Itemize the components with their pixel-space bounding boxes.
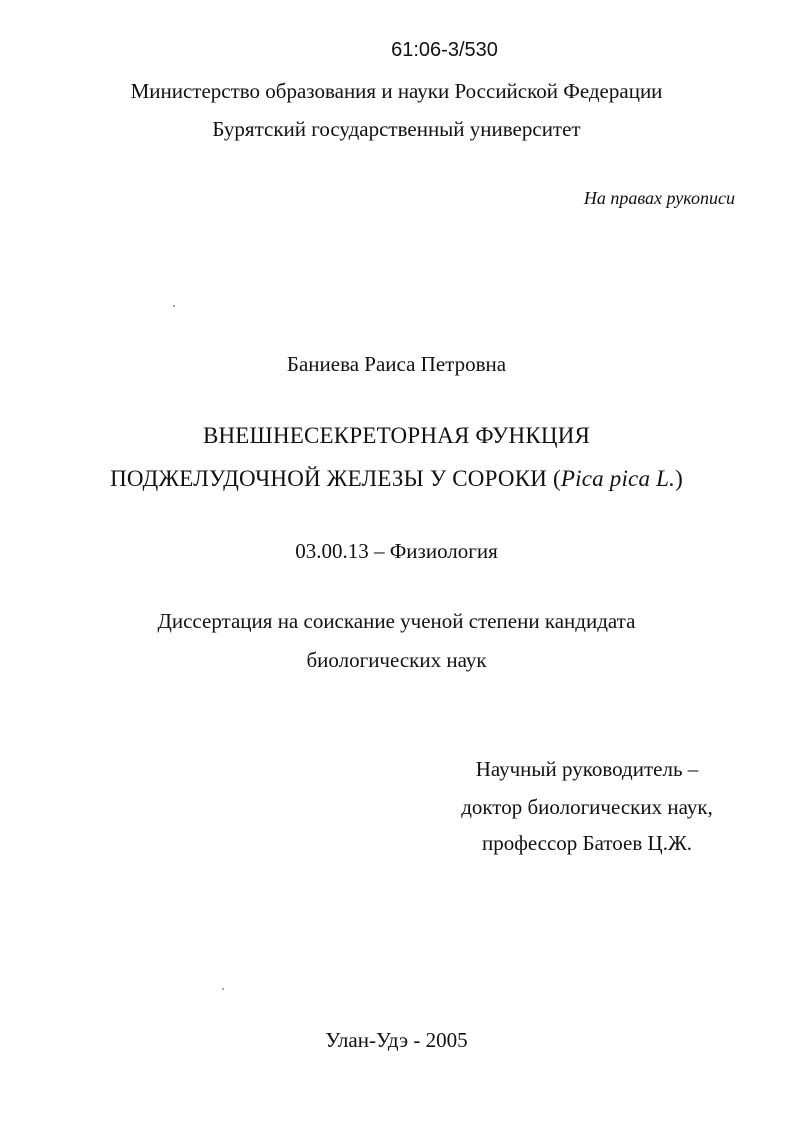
- supervisor-line3: профессор Батоев Ц.Ж.: [481, 831, 693, 855]
- supervisor-line1: Научный руководитель –: [475, 757, 699, 781]
- supervisor-line2: доктор биологических наук,: [461, 795, 713, 819]
- author-name: Баниева Раиса Петровна: [286, 352, 507, 376]
- specialty-code: 03.00.13 – Физиология: [295, 539, 498, 563]
- thesis-title-line2-suffix: ): [675, 466, 683, 491]
- archive-code: 61:06-3/530: [391, 39, 498, 61]
- ministry-name: Министерство образования и науки Российской Федерации: [130, 79, 663, 103]
- degree-line1: Диссертация на соискание ученой степени кандидата: [157, 609, 636, 633]
- species-latin-name: Pica pica L.: [560, 466, 676, 491]
- university-name: Бурятский государственный университет: [212, 117, 581, 141]
- rights-note: На правах рукописи: [583, 188, 735, 208]
- thesis-title-line2: [0, 464, 793, 494]
- degree-line2: биологических наук: [306, 648, 487, 672]
- thesis-title-line1: ВНЕШНЕСЕКРЕТОРНАЯ ФУНКЦИЯ: [202, 423, 591, 448]
- thesis-title-line2-prefix: ПОДЖЕЛУДОЧНОЙ ЖЕЛЕЗЫ У СОРОКИ (: [110, 466, 561, 491]
- scan-speck: [222, 988, 224, 990]
- city-year: Улан-Удэ - 2005: [325, 1028, 468, 1052]
- scan-speck: [173, 305, 175, 307]
